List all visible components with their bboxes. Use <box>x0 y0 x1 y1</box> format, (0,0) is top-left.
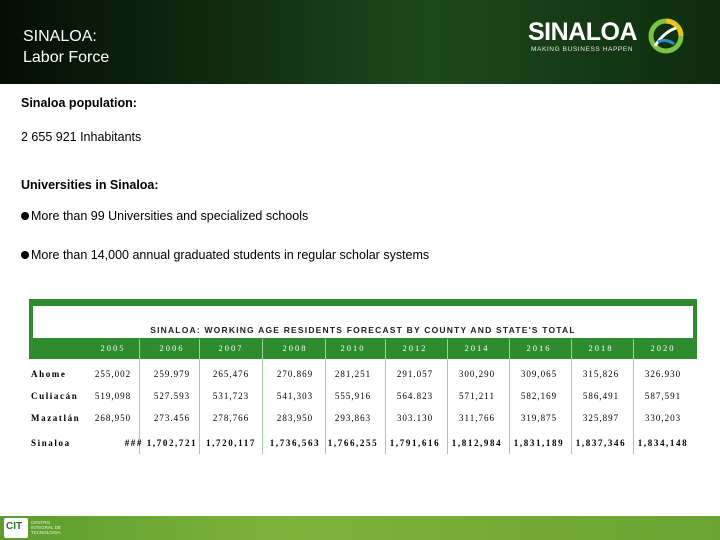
bullet-icon <box>21 212 29 220</box>
cit-logo <box>4 518 74 538</box>
table-cell: 555,916 <box>334 391 372 401</box>
year-header: 2018 <box>588 343 614 353</box>
year-header: 2005 <box>100 343 126 353</box>
year-header: 2010 <box>340 343 366 353</box>
table-cell: 1,702,721 <box>146 438 198 448</box>
table-header-band <box>29 299 697 339</box>
table-cell: 1,837,346 <box>575 438 627 448</box>
footer-bar <box>0 516 720 540</box>
table-cell: 268,950 <box>94 413 132 423</box>
table-cell: 303.130 <box>396 413 434 423</box>
cit-logo-text: CIT <box>6 521 23 532</box>
logo-wordmark: SINALOA <box>528 18 637 46</box>
table-cell: 300,290 <box>458 369 496 379</box>
table-title: SINALOA: WORKING AGE RESIDENTS FORECAST BY COUNTY AND STATE'S TOTAL <box>150 325 576 335</box>
table-cell: 1,720,117 <box>206 438 256 448</box>
table-cell: 309,065 <box>520 369 558 379</box>
leaf-swirl-icon <box>646 16 686 56</box>
header-bar <box>0 0 720 84</box>
table-cell: 273.456 <box>153 413 191 423</box>
table-cell: 582,169 <box>520 391 558 401</box>
table-cell: 586,491 <box>582 391 620 401</box>
table-cell: 270.869 <box>276 369 314 379</box>
table-title-box <box>33 306 693 338</box>
table-cell: 315,826 <box>582 369 620 379</box>
universities-label: Universities in Sinaloa: <box>21 178 159 192</box>
row-label: Ahome <box>31 369 67 379</box>
row-label: Culiacán <box>31 391 79 401</box>
logo-tagline: MAKING BUSINESS HAPPEN <box>531 46 634 53</box>
table-cell: 291.057 <box>396 369 434 379</box>
table-cell: 1,791,616 <box>389 438 441 448</box>
year-header: 2006 <box>159 343 185 353</box>
page-title-line-2: Labor Force <box>23 49 110 66</box>
year-header: 2020 <box>650 343 676 353</box>
bullet-icon <box>21 251 29 259</box>
table-cell: 1,812,984 <box>451 438 503 448</box>
table-cell: 255,002 <box>94 369 132 379</box>
table-cell: 1,834,148 <box>637 438 689 448</box>
table-row-ahome <box>29 365 697 385</box>
table-row-sinaloa-total <box>29 434 697 454</box>
table-cell: 293,863 <box>334 413 372 423</box>
year-header: 2016 <box>526 343 552 353</box>
cit-logo-subtitle: CENTRO INTEGRAL DE TECNOLOGIA <box>31 520 61 535</box>
year-header: 2008 <box>282 343 308 353</box>
bullet-item-2 <box>21 248 429 262</box>
table-cell: 519,098 <box>94 391 132 401</box>
table-cell: 541,303 <box>276 391 314 401</box>
year-header: 2014 <box>464 343 490 353</box>
table-cell: 319,875 <box>520 413 558 423</box>
table-cell: 587,591 <box>644 391 682 401</box>
population-value: 2 655 921 Inhabitants <box>21 130 142 144</box>
table-cell: 527.593 <box>153 391 191 401</box>
table-cell: 311,766 <box>459 413 495 423</box>
table-cell: 1,766,255 <box>327 438 379 448</box>
table-cell: 330,203 <box>644 413 682 423</box>
table-cell: 564.823 <box>396 391 434 401</box>
table-cell: 326.930 <box>644 369 682 379</box>
table-cell: 531,723 <box>212 391 250 401</box>
sinaloa-logo <box>528 16 703 64</box>
bullet-text-2: More than 14,000 annual graduated students in regular scholar systems <box>31 248 430 262</box>
forecast-table <box>29 299 697 454</box>
table-cell: 325,897 <box>582 413 620 423</box>
year-header-row <box>29 339 697 359</box>
table-row-culiacan <box>29 387 697 407</box>
row-label: Mazatlán <box>31 413 81 423</box>
table-cell: 1,736,563 <box>269 438 321 448</box>
row-label: Sinaloa <box>31 438 71 448</box>
year-header: 2012 <box>402 343 428 353</box>
table-cell: 278,766 <box>212 413 250 423</box>
population-label: Sinaloa population: <box>21 96 137 110</box>
table-cell: 283,950 <box>276 413 314 423</box>
table-cell: 265,476 <box>212 369 250 379</box>
cit-logo-box <box>4 518 28 538</box>
table-cell: 1,831,189 <box>513 438 565 448</box>
table-cell: 571,211 <box>459 391 495 401</box>
page-title-line-1: SINALOA: <box>23 28 97 45</box>
bullet-text-1: More than 99 Universities and specialized schools <box>31 209 309 223</box>
page-title <box>23 26 109 68</box>
table-row-mazatlan <box>29 409 697 429</box>
table-cell: 259.979 <box>153 369 191 379</box>
table-cell: 281,251 <box>334 369 372 379</box>
bullet-item-1 <box>21 209 308 223</box>
table-cell: ### <box>124 438 143 448</box>
year-header: 2007 <box>218 343 244 353</box>
